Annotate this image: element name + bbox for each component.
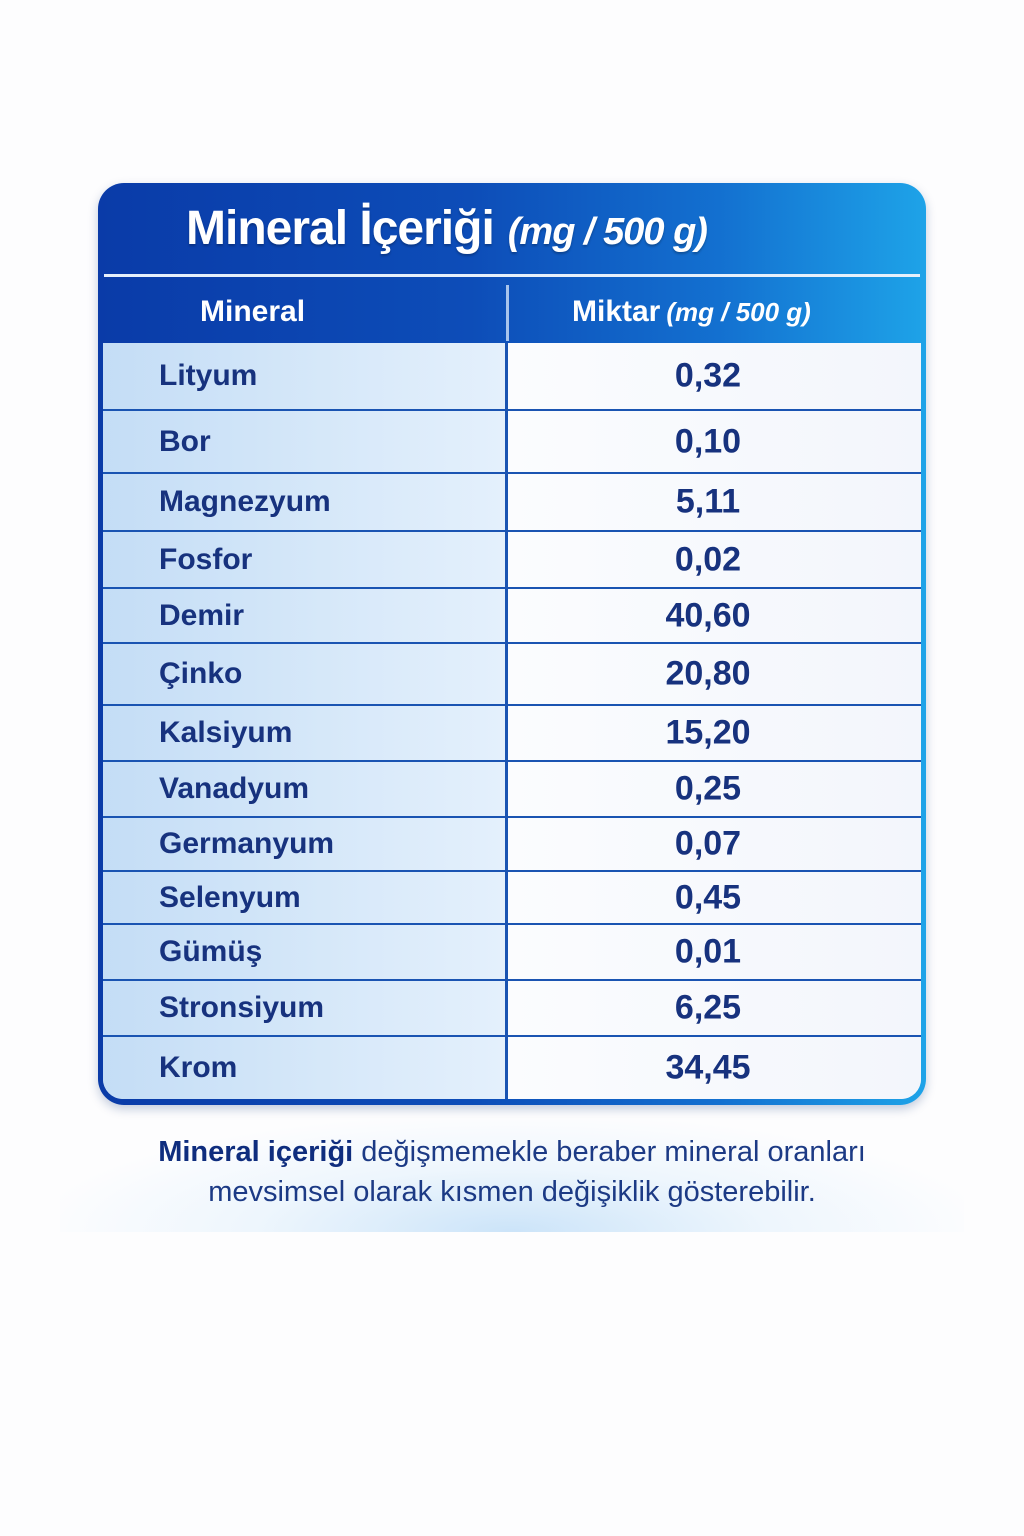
- mineral-name: Vanadyum: [159, 772, 310, 805]
- amount-value: 15,20: [665, 713, 751, 752]
- table-row: [103, 411, 921, 474]
- mineral-name: Bor: [159, 424, 211, 458]
- mineral-name-cell: [103, 1037, 505, 1099]
- mineral-table-card: [98, 183, 926, 1105]
- header-column-divider: [506, 285, 509, 341]
- table-row: [103, 925, 921, 981]
- table-row: [103, 474, 921, 532]
- amount-value: 0,02: [674, 540, 742, 578]
- amount-value: 20,80: [665, 654, 751, 693]
- mineral-name-cell: [103, 762, 505, 816]
- mineral-name-cell: [103, 474, 505, 530]
- table-row: [103, 1037, 921, 1099]
- table-header-row: [98, 279, 926, 343]
- table-row: [103, 981, 921, 1037]
- amount-cell: [508, 474, 921, 530]
- table-row: [103, 343, 921, 411]
- column-header-unit: (mg / 500 g): [666, 297, 811, 327]
- table-title: Mineral İçeriği (mg / 500 g): [186, 202, 707, 255]
- column-header-amount: Miktar (mg / 500 g): [572, 295, 811, 328]
- footnote: [60, 1120, 964, 1232]
- mineral-name: Krom: [159, 1051, 238, 1084]
- mineral-name: Fosfor: [159, 542, 253, 576]
- table-row: [103, 706, 921, 762]
- table-row: [103, 644, 921, 706]
- table-body: [103, 343, 921, 1099]
- amount-value: 40,60: [665, 596, 751, 634]
- amount-cell: [508, 925, 921, 979]
- mineral-name: Gümüş: [159, 935, 263, 968]
- amount-value: 0,01: [674, 932, 742, 971]
- amount-cell: [508, 644, 921, 704]
- mineral-name: Demir: [159, 598, 245, 632]
- footnote-bold: Mineral içeriği: [158, 1136, 354, 1168]
- mineral-name: Stronsiyum: [159, 991, 325, 1024]
- mineral-name: Selenyum: [159, 880, 301, 914]
- footnote-line2: mevsimsel olarak kısmen değişiklik gösterebilir.: [208, 1176, 816, 1208]
- amount-value: 0,10: [674, 422, 742, 460]
- table-row: [103, 872, 921, 925]
- mineral-name: Lityum: [159, 359, 258, 392]
- amount-cell: [508, 411, 921, 472]
- amount-value: 0,07: [674, 824, 742, 863]
- amount-cell: [508, 1037, 921, 1099]
- mineral-name-cell: [103, 343, 505, 409]
- amount-cell: [508, 343, 921, 409]
- amount-value: 0,45: [674, 878, 742, 916]
- amount-cell: [508, 818, 921, 870]
- amount-cell: [508, 762, 921, 816]
- amount-value: 0,25: [674, 769, 742, 808]
- table-row: [103, 589, 921, 644]
- amount-cell: [508, 532, 921, 587]
- mineral-name-cell: [103, 981, 505, 1035]
- title-unit: (mg / 500 g): [507, 211, 707, 253]
- mineral-name-cell: [103, 644, 505, 704]
- mineral-name-cell: [103, 411, 505, 472]
- table-row: [103, 762, 921, 818]
- amount-value: 5,11: [675, 482, 741, 521]
- mineral-name-cell: [103, 872, 505, 923]
- amount-value: 0,32: [674, 356, 742, 395]
- mineral-name: Germanyum: [159, 827, 335, 860]
- column-header-mineral: Mineral: [200, 295, 306, 328]
- mineral-name: Kalsiyum: [159, 716, 293, 749]
- mineral-name-cell: [103, 589, 505, 642]
- amount-value: 6,25: [674, 988, 742, 1027]
- table-row: [103, 532, 921, 589]
- mineral-name-cell: [103, 925, 505, 979]
- table-row: [103, 818, 921, 872]
- footnote-line1: değişmemekle beraber mineral oranları: [361, 1136, 866, 1168]
- title-divider: [104, 274, 920, 277]
- mineral-name-cell: [103, 818, 505, 870]
- mineral-name: Çinko: [159, 657, 243, 690]
- amount-cell: [508, 872, 921, 923]
- amount-value: 34,45: [665, 1048, 751, 1087]
- amount-cell: [508, 981, 921, 1035]
- amount-cell: [508, 706, 921, 760]
- mineral-name-cell: [103, 706, 505, 760]
- amount-cell: [508, 589, 921, 642]
- mineral-name-cell: [103, 532, 505, 587]
- mineral-name: Magnezyum: [159, 485, 331, 518]
